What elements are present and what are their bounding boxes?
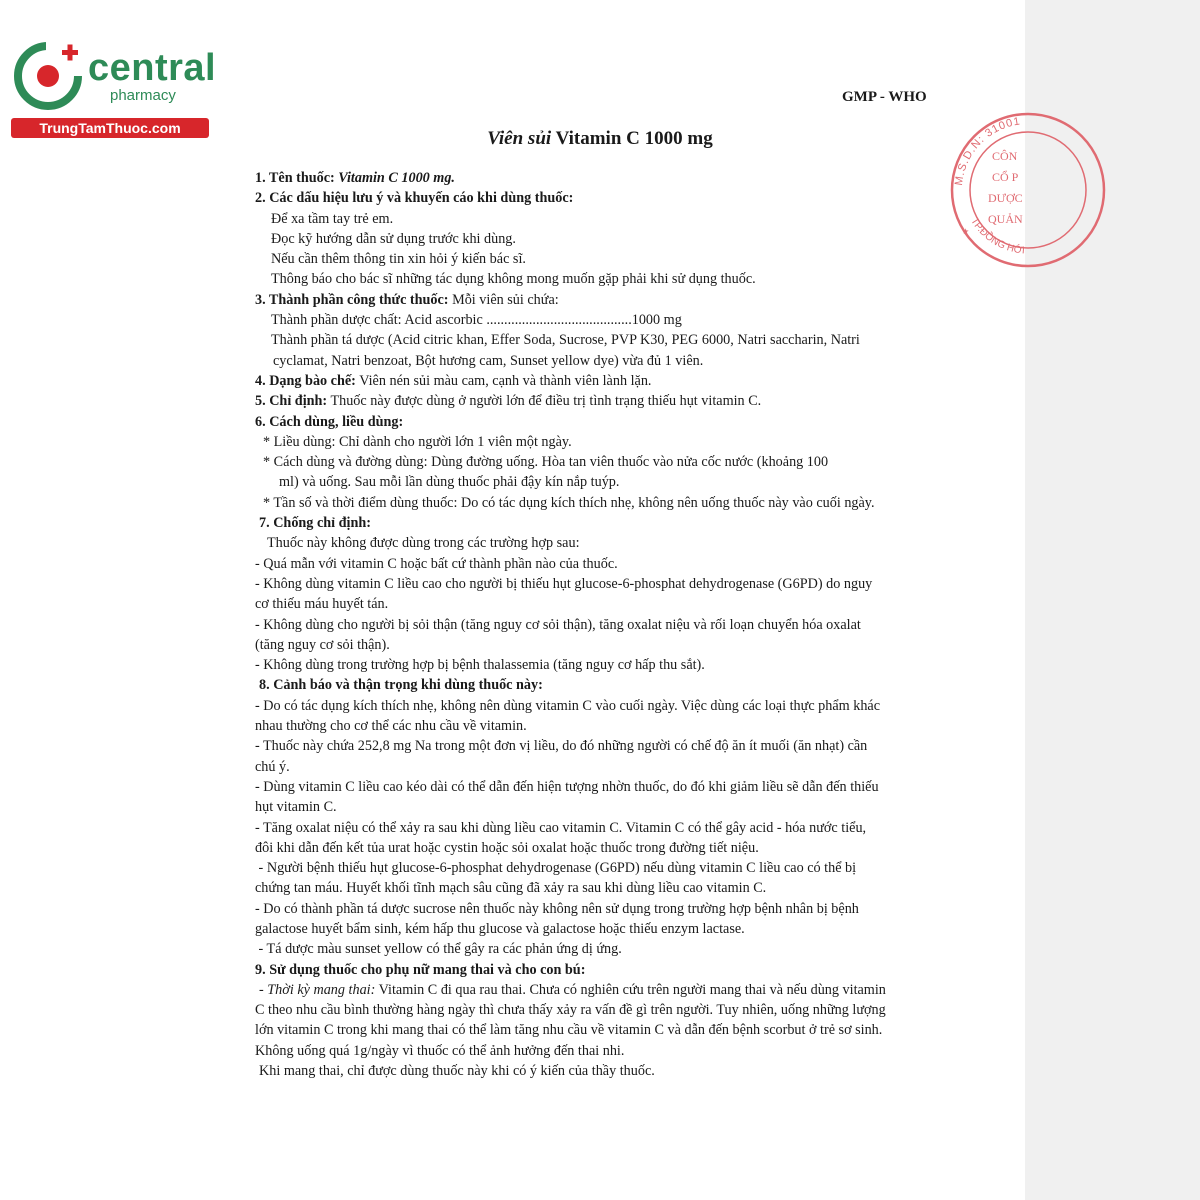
section-3-label: 3. Thành phần công thức thuốc: [255, 291, 449, 308]
section-8-line: - Dùng vitamin C liều cao kéo dài có thể dẫn đến hiện tượng nhờn thuốc, do đó khi giảm liều sẽ dẫn đến thiếu [255, 778, 879, 795]
section-7-line: (tăng nguy cơ sỏi thận). [255, 636, 390, 653]
section-7-line: - Không dùng trong trường hợp bị bệnh thalassemia (tăng nguy cơ hấp thu sắt). [255, 657, 705, 674]
section-1 [255, 168, 955, 188]
leaflet-body [255, 168, 955, 1081]
section-7-line: - Không dùng vitamin C liều cao cho người bị thiếu hụt glucose-6-phosphat dehydrogenase (G6PD) do nguy [255, 575, 873, 592]
stamp-star-icon: ★ [962, 227, 970, 236]
section-8-line: - Do có tác dụng kích thích nhẹ, không nên dùng vitamin C vào cuối ngày. Việc dùng các loại thực phẩm khác [255, 697, 881, 714]
section-2-line: Thông báo cho bác sĩ những tác dụng không mong muốn gặp phải khi sử dụng thuốc. [271, 271, 756, 288]
section-4 [255, 371, 955, 391]
title-bold: Vitamin C 1000 mg [555, 128, 713, 149]
section-3-intro: Mỗi viên sủi chứa: [448, 291, 559, 308]
stamp-text-bottom: TP.ĐỒNG HỚI [968, 216, 1026, 257]
section-6-line: ml) và uống. Sau mỗi lần dùng thuốc phải đậy kín nắp tuýp. [279, 474, 620, 491]
section-7-line: cơ thiếu máu huyết tán. [255, 596, 389, 613]
stamp-line-1: CÔN [992, 149, 1018, 163]
stamp-line-4: QUẢN [988, 212, 1023, 226]
section-2-line: Đọc kỹ hướng dẫn sử dụng trước khi dùng. [271, 230, 516, 247]
section-9-lead [255, 980, 955, 1000]
brand-url: TrungTamThuoc.com [11, 118, 209, 138]
section-7-line: - Quá mẫn với vitamin C hoặc bất cứ thành phần nào của thuốc. [255, 555, 618, 572]
section-8-line: chú ý. [255, 758, 290, 775]
section-3-line: cyclamat, Natri benzoat, Bột hương cam, Sunset yellow dye) vừa đủ 1 viên. [273, 352, 704, 369]
section-8-line: - Người bệnh thiếu hụt glucose-6-phosphat dehydrogenase (G6PD) nếu dùng vitamin C liều cao có thể bị [255, 860, 857, 877]
section-8-line: hụt vitamin C. [255, 799, 337, 816]
section-8-line: - Tá dược màu sunset yellow có thể gây ra các phản ứng dị ứng. [255, 941, 622, 958]
section-9-italic-lead: - Thời kỳ mang thai: [259, 981, 376, 998]
section-5-value: Thuốc này được dùng ở người lớn để điều trị tình trạng thiếu hụt vitamin C. [327, 393, 762, 410]
stamp-text-top: M.S.D.N: 31001 [953, 115, 1022, 187]
brand-name: central [88, 47, 217, 89]
section-7-label: 7. Chống chỉ định: [259, 515, 371, 532]
section-6-label: 6. Cách dùng, liều dùng: [255, 413, 404, 430]
section-9-label: 9. Sử dụng thuốc cho phụ nữ mang thai và cho con bú: [255, 961, 586, 978]
section-6-line: * Liều dùng: Chỉ dành cho người lớn 1 viên một ngày. [263, 433, 572, 450]
section-7-line: - Không dùng cho người bị sỏi thận (tăng nguy cơ sỏi thận), tăng oxalat niệu và rối loạn chuyển hóa oxalat [255, 616, 861, 633]
section-6-line: * Tần số và thời điểm dùng thuốc: Do có tác dụng kích thích nhẹ, không nên uống thuốc này vào cuối ngày. [263, 494, 875, 511]
section-4-label: 4. Dạng bào chế: [255, 372, 356, 389]
section-8-label: 8. Cảnh báo và thận trọng khi dùng thuốc này: [259, 677, 543, 694]
section-9-line: lớn vitamin C trong khi mang thai có thể làm tăng nhu cầu về vitamin C và dẫn đến bệnh scorbut ở trẻ sơ sinh. [255, 1022, 883, 1039]
section-9-line: Không uống quá 1g/ngày vì thuốc có thể ảnh hưởng đến thai nhi. [255, 1042, 625, 1059]
section-5-label: 5. Chỉ định: [255, 393, 328, 410]
title-italic: Viên sủi [487, 128, 552, 149]
company-stamp [948, 110, 1108, 270]
section-5 [255, 391, 955, 411]
section-8-line: - Tăng oxalat niệu có thể xảy ra sau khi dùng liều cao vitamin C. Vitamin C có thể gây acid - hóa nước tiểu, [255, 819, 867, 836]
section-8-line: đôi khi dẫn đến kết tủa urat hoặc cystin hoặc sỏi oxalat hoặc thuốc trong đường tiết niệu. [255, 839, 759, 856]
section-4-value: Viên nén sủi màu cam, cạnh và thành viên lành lặn. [355, 372, 652, 389]
section-8-line: galactose huyết bẩm sinh, kém hấp thu glucose và galactose hoặc thiếu enzym lactase. [255, 920, 745, 937]
brand-subtitle: pharmacy [110, 87, 176, 104]
section-2-label: 2. Các dấu hiệu lưu ý và khuyến cáo khi dùng thuốc: [255, 190, 574, 207]
section-6-line: * Cách dùng và đường dùng: Dùng đường uống. Hòa tan viên thuốc vào nửa cốc nước (khoảng 100 [263, 454, 829, 471]
section-8-line: nhau thường cho cơ thể các nhu cầu về vitamin. [255, 718, 527, 735]
section-2-line: Nếu cần thêm thông tin xin hỏi ý kiến bác sĩ. [271, 251, 526, 268]
stamp-line-3: DƯỢC [988, 191, 1023, 205]
section-3 [255, 290, 955, 310]
section-1-label: 1. Tên thuốc: [255, 170, 335, 186]
section-8-line: - Do có thành phần tá dược sucrose nên thuốc này không nên sử dụng trong trường hợp bệnh nhân bị bệnh [255, 900, 859, 917]
section-7-line: Thuốc này không được dùng trong các trường hợp sau: [267, 535, 580, 552]
section-9-line: Khi mang thai, chỉ được dùng thuốc này khi có ý kiến của thầy thuốc. [259, 1063, 655, 1080]
section-2-line: Để xa tầm tay trẻ em. [271, 210, 394, 227]
stamp-line-2: CỔ P [992, 170, 1019, 184]
gmp-label: GMP - WHO [842, 89, 927, 105]
section-3-line: Thành phần tá dược (Acid citric khan, Effer Soda, Sucrose, PVP K30, PEG 6000, Natri saccharin, Natri [271, 332, 860, 349]
section-8-line: chứng tan máu. Huyết khối tĩnh mạch sâu cũng đã xảy ra sau khi dùng liều cao vitamin C. [255, 880, 767, 897]
section-3-line: Thành phần dược chất: Acid ascorbic .........................................1000 mg [271, 312, 682, 329]
section-9-lead-rest: Vitamin C đi qua rau thai. Chưa có nghiên cứu trên người mang thai và nếu dùng vitamin [375, 981, 886, 998]
section-8-line: - Thuốc này chứa 252,8 mg Na trong một đơn vị liều, do đó những người có chế độ ăn ít muối (ăn nhạt) cần [255, 738, 868, 755]
section-9-line: C theo nhu cầu bình thường hàng ngày thì chưa thấy xảy ra vấn đề gì trên người. Tuy nhiên, uống những lượng [255, 1002, 886, 1019]
section-1-value: Vitamin C 1000 mg. [338, 170, 455, 186]
